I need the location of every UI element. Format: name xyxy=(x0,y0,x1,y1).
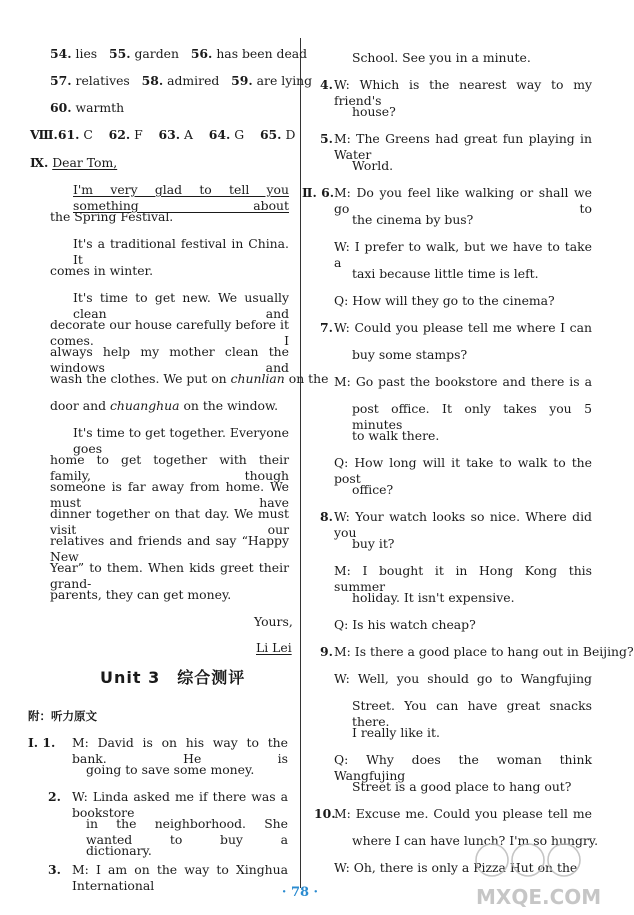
question-number: 56. xyxy=(190,46,213,61)
question-number: 65. xyxy=(259,127,282,142)
letter-text: door and xyxy=(50,398,110,413)
script-line: Q: Is his watch cheap? xyxy=(334,617,476,632)
script-line: where I can have lunch? I'm so hungry. xyxy=(352,833,599,848)
question-number: Ⅱ. 6. xyxy=(302,185,335,200)
question-number: 10. xyxy=(314,806,336,821)
letter-line: It's time to get together. Everyone goes xyxy=(73,425,289,456)
answer-line xyxy=(50,73,312,89)
script-line: house? xyxy=(352,104,396,119)
letter-line: Year” to them. When kids greet their grand- xyxy=(50,560,289,591)
script-line: W: Could you please tell me where I can xyxy=(334,320,592,335)
script-line: Street is a good place to hang out? xyxy=(352,779,572,794)
script-line: M: Do you feel like walking or shall we go to xyxy=(334,185,592,216)
answer: has been dead xyxy=(216,46,308,61)
letter-line: parents, they can get money. xyxy=(50,587,232,602)
script-line: in the neighborhood. She wanted to buy a xyxy=(86,816,288,847)
letter-text: wash the clothes. We put on xyxy=(50,371,231,386)
question-number: 60. xyxy=(50,100,72,115)
question-number: 55. xyxy=(108,46,131,61)
section-numeral: Ⅸ. xyxy=(30,155,49,170)
script-line: M: Go past the bookstore and there is a xyxy=(334,374,592,389)
script-line: the cinema by bus? xyxy=(352,212,474,227)
question-number: 9. xyxy=(320,644,333,659)
script-line: W: Your watch looks so nice. Where did you xyxy=(334,509,592,540)
letter-line: relatives and friends and say “Happy New xyxy=(50,533,289,564)
listening-heading: 附：听力原文 xyxy=(28,709,97,723)
question-number: 7. xyxy=(320,320,333,335)
question-number: 59. xyxy=(231,73,253,88)
script-line: buy some stamps? xyxy=(352,347,468,362)
column-divider xyxy=(300,38,301,888)
script-line: M: David is on his way to the bank. He is xyxy=(72,735,288,766)
answer-line xyxy=(50,46,307,62)
letter-line: decorate our house carefully before it comes. I xyxy=(50,317,289,348)
question-number: 5. xyxy=(320,131,333,146)
script-line: W: Well, you should go to Wangfujing xyxy=(334,671,592,686)
question-number: 61. xyxy=(57,127,80,142)
answer: G xyxy=(234,127,245,142)
pinyin-word: chunlian xyxy=(230,371,285,386)
script-line: buy it? xyxy=(352,536,395,551)
question-number: 63. xyxy=(158,127,181,142)
script-line: W: Which is the nearest way to my friend's xyxy=(334,77,592,108)
script-line: post office. It only takes you 5 minutes xyxy=(352,401,592,432)
section-numeral: Ⅷ. xyxy=(30,127,58,142)
answer-line xyxy=(50,100,124,116)
letter-line: always help my mother clean the windows and xyxy=(50,344,289,375)
script-line: W: Linda asked me if there was a bookstore xyxy=(72,789,288,820)
script-line: Q: Why does the woman think Wangfujing xyxy=(334,752,592,783)
letter-text: on the window. xyxy=(179,398,279,413)
question-number: 8. xyxy=(320,509,333,524)
answer: relatives xyxy=(75,73,130,88)
question-number: 3. xyxy=(48,862,61,877)
greeting-text: Dear Tom, xyxy=(52,155,118,170)
question-number: 57. xyxy=(50,73,72,88)
question-number: Ⅰ. 1. xyxy=(28,735,56,750)
letter-line: the Spring Festival. xyxy=(50,209,174,224)
letter-line xyxy=(50,371,329,387)
answer: C xyxy=(83,127,93,142)
letter-line: I'm very glad to tell you something about xyxy=(73,182,289,213)
script-line: holiday. It isn't expensive. xyxy=(352,590,515,605)
script-line: taxi because little time is left. xyxy=(352,266,539,281)
question-number: 2. xyxy=(48,789,61,804)
answer: warmth xyxy=(75,100,125,115)
script-line: Q: How long will it take to walk to the post xyxy=(334,455,592,486)
letter-closing: Yours, xyxy=(254,614,293,629)
letter-line: someone is far away from home. We must have xyxy=(50,479,289,510)
letter-signature: Li Lei xyxy=(256,640,292,655)
answer: admired xyxy=(167,73,220,88)
script-line: going to save some money. xyxy=(86,762,255,777)
letter-greeting xyxy=(30,155,117,171)
letter-line: dinner together on that day. We must visit our xyxy=(50,506,289,537)
script-line: to walk there. xyxy=(352,428,440,443)
script-line: M: Is there a good place to hang out in Beijing? xyxy=(334,644,634,659)
script-line: M: I bought it in Hong Kong this summer xyxy=(334,563,592,594)
letter-line: comes in winter. xyxy=(50,263,154,278)
letter-line xyxy=(50,398,278,414)
site-watermark xyxy=(470,832,602,912)
letter-text: on the xyxy=(284,371,329,386)
answer: F xyxy=(134,127,143,142)
question-number: 4. xyxy=(320,77,333,92)
script-line: School. See you in a minute. xyxy=(352,50,531,65)
script-line: Street. You can have great snacks there. xyxy=(352,698,592,729)
script-line: M: I am on the way to Xinghua International xyxy=(72,862,288,893)
question-number: 58. xyxy=(141,73,164,88)
script-line: office? xyxy=(352,482,394,497)
watermark-text: MXQE.COM xyxy=(476,885,602,909)
script-line: dictionary. xyxy=(86,843,152,858)
page-number: · 78 · xyxy=(281,885,319,900)
answer: D xyxy=(285,127,296,142)
question-number: 62. xyxy=(108,127,131,142)
question-number: 64. xyxy=(208,127,231,142)
unit-title: Unit 3 综合测评 xyxy=(100,668,246,687)
script-line: M: The Greens had great fun playing in Water xyxy=(334,131,592,162)
pinyin-word: chuanghua xyxy=(109,398,180,413)
answer: garden xyxy=(134,46,179,61)
script-line: World. xyxy=(352,158,394,173)
answer: are lying xyxy=(256,73,313,88)
script-line: W: I prefer to walk, but we have to take a xyxy=(334,239,592,270)
answer-line xyxy=(30,127,295,143)
answer: A xyxy=(184,127,193,142)
letter-line: It's a traditional festival in China. It xyxy=(73,236,289,267)
script-line: I really like it. xyxy=(352,725,440,740)
script-line: W: Oh, there is only a Pizza Hut on the xyxy=(334,860,578,875)
letter-line: It's time to get new. We usually clean and xyxy=(73,290,289,321)
answer: lies xyxy=(75,46,98,61)
script-line: Q: How will they go to the cinema? xyxy=(334,293,555,308)
letter-line: home to get together with their family, though xyxy=(50,452,289,483)
script-line: M: Excuse me. Could you please tell me xyxy=(334,806,592,821)
question-number: 54. xyxy=(50,46,72,61)
